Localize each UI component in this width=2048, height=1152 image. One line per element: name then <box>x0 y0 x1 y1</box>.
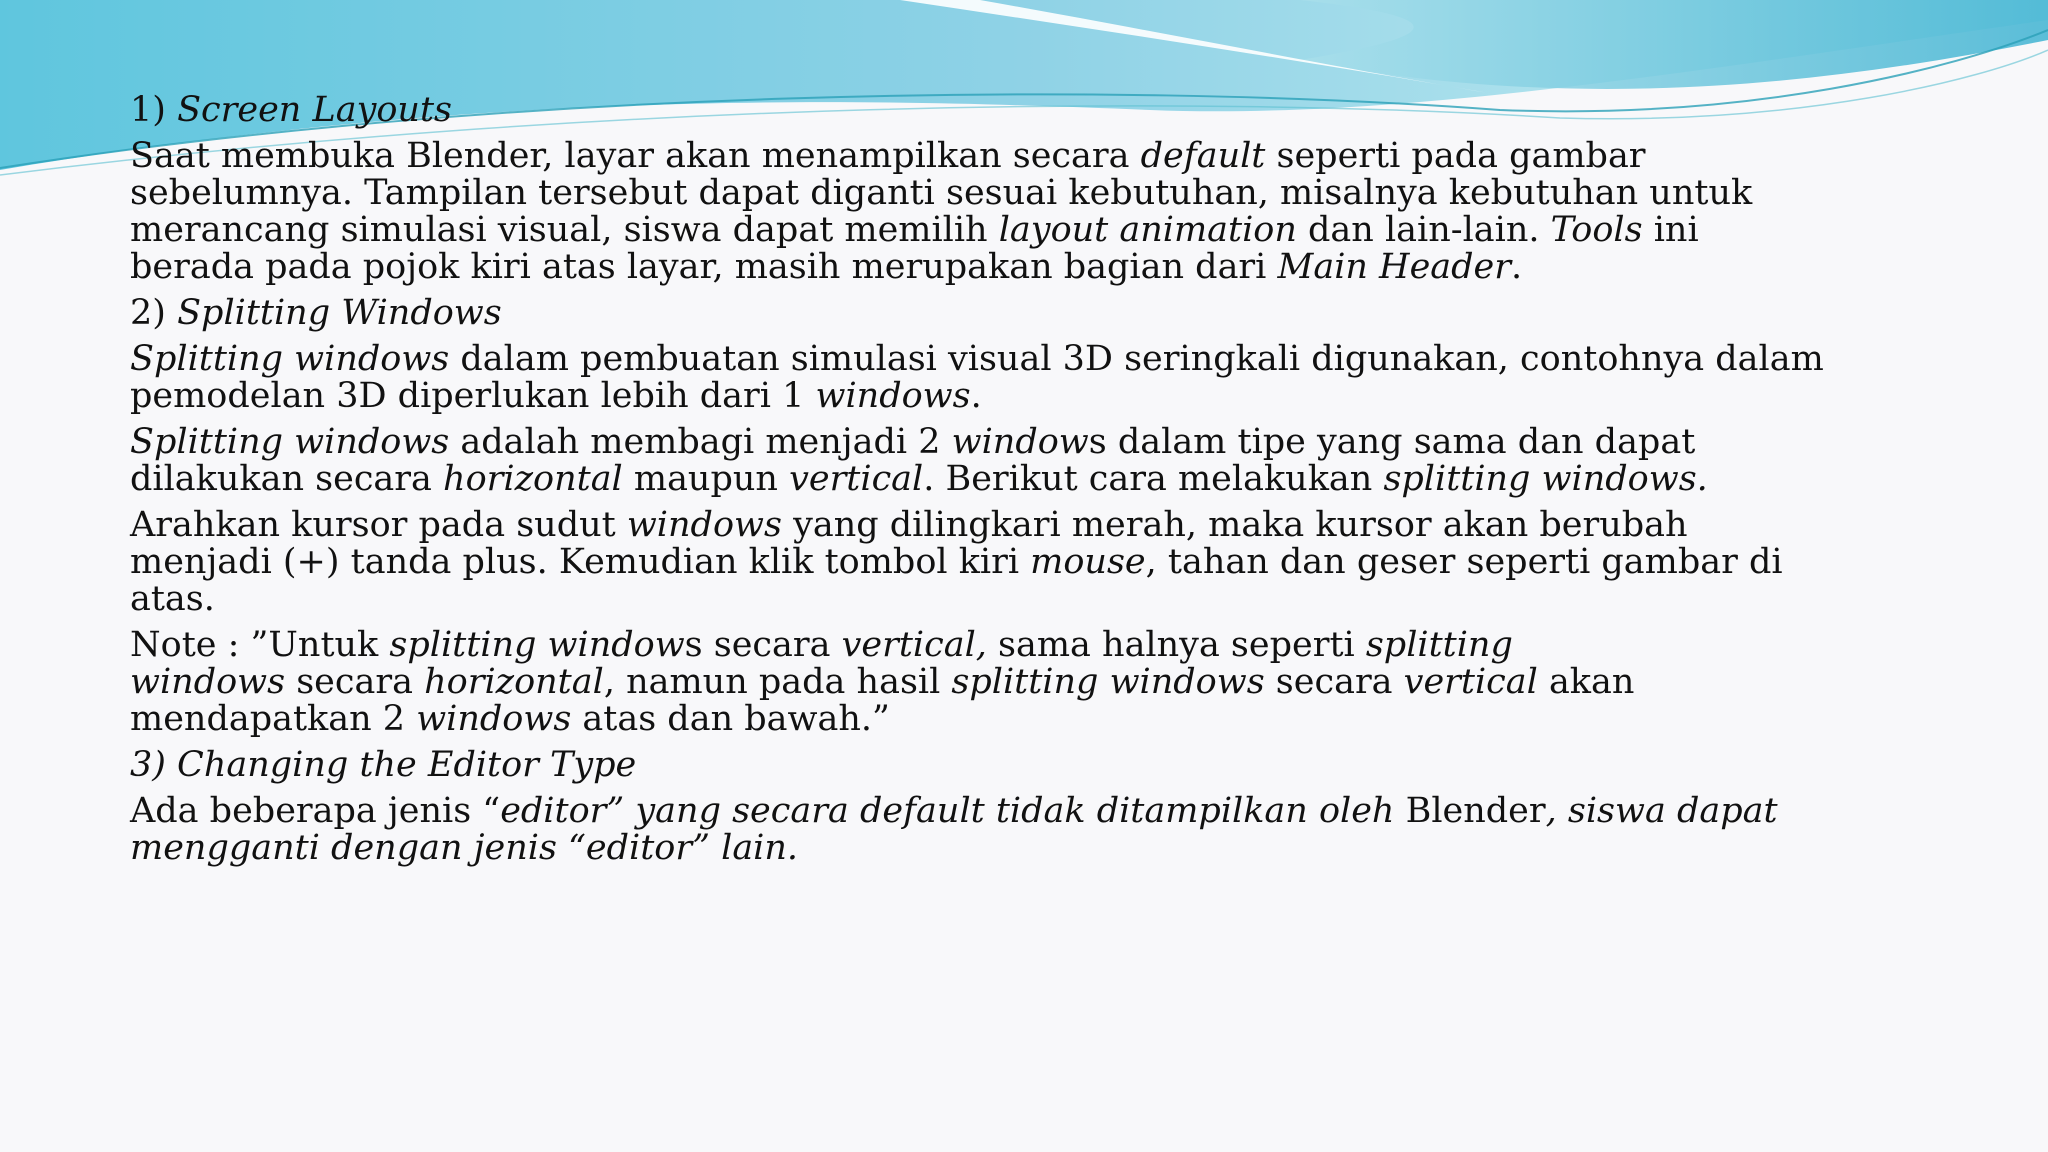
text: seperti pada gambar sebelumnya. Tampilan tersebut dapat diganti sesuai kebutuhan, misalnya kebutuhan untuk merancang simulasi visual, siswa dapat memilih <box>130 136 1753 250</box>
paragraph-screen-layouts <box>130 138 1830 286</box>
text: Ada beberapa jenis “ <box>130 791 501 831</box>
section-title: Splitting Windows <box>177 293 502 333</box>
italic-text: splitting windows <box>951 662 1265 702</box>
text: adalah membagi menjadi 2 <box>449 422 952 462</box>
italic-text: horizontal <box>443 459 623 499</box>
text: dalam pembuatan simulasi visual 3D seringkali digunakan, contohnya dalam pemodelan 3D diperlukan lebih dari 1 <box>130 339 1824 416</box>
text: dan lain-lain. <box>1296 210 1551 250</box>
italic-text: splitting windows. <box>1383 459 1708 499</box>
italic-text: windows <box>626 505 782 545</box>
italic-text: vertical, <box>841 625 987 665</box>
italic-text: editor” yang secara default tidak ditampilkan oleh <box>500 791 1406 831</box>
text: s dalam tipe yang sama dan dapat dilakukan secara <box>130 422 1696 499</box>
section-number: 1) <box>130 90 178 130</box>
text: , namun pada hasil <box>603 662 952 702</box>
text: . <box>970 376 982 416</box>
section-3-heading <box>130 747 1830 784</box>
section-number: 2) <box>130 293 178 333</box>
italic-text: Main Header <box>1277 247 1511 287</box>
italic-text: splitting <box>1365 625 1513 665</box>
text: ini berada pada pojok kiri atas layar, masih merupakan bagian dari <box>130 210 1699 287</box>
paragraph-cursor-instruction <box>130 507 1830 618</box>
text: secara <box>285 662 425 702</box>
italic-text: layout animation <box>998 210 1297 250</box>
text: . Berikut cara melakukan <box>923 459 1384 499</box>
paragraph-editor-type <box>130 793 1830 867</box>
paragraph-splitting-definition <box>130 424 1830 498</box>
text: Note : ”Untuk <box>130 625 390 665</box>
text: akan mendapatkan 2 <box>130 662 1635 739</box>
italic-text: Splitting windows <box>130 339 450 379</box>
slide-content <box>130 92 1830 876</box>
italic-text: windows <box>130 662 286 702</box>
text: Blender <box>1405 791 1546 831</box>
italic-text: Splitting windows <box>130 422 450 462</box>
italic-text: horizontal <box>424 662 604 702</box>
section-title: Screen Layouts <box>177 90 452 130</box>
italic-text: mouse <box>1030 542 1146 582</box>
section-2-heading <box>130 295 1830 332</box>
text: . <box>1511 247 1523 287</box>
text: , tahan dan geser seperti gambar di atas. <box>130 542 1783 619</box>
text: maupun <box>622 459 790 499</box>
paragraph-splitting-intro <box>130 341 1830 415</box>
section-title: 3) Changing the Editor Type <box>130 745 637 785</box>
italic-text: windows <box>416 699 572 739</box>
italic-text: default <box>1140 136 1266 176</box>
text: Arahkan kursor pada sudut <box>130 505 627 545</box>
text: yang dilingkari merah, maka kursor akan berubah menjadi (+) tanda plus. Kemudian klik tombol kiri <box>130 505 1688 582</box>
paragraph-note <box>130 627 1830 738</box>
italic-text: vertical <box>1403 662 1538 702</box>
text: s secara <box>684 625 842 665</box>
italic-text: vertical <box>789 459 924 499</box>
italic-text: , siswa dapat mengganti dengan jenis “editor” lain. <box>130 791 1778 868</box>
text: secara <box>1264 662 1404 702</box>
italic-text: Tools <box>1550 210 1643 250</box>
text: sama halnya seperti <box>986 625 1366 665</box>
italic-text: splitting window <box>389 625 685 665</box>
section-1-heading <box>130 92 1830 129</box>
italic-text: windows <box>815 376 971 416</box>
italic-text: window <box>951 422 1089 462</box>
text: Saat membuka Blender, layar akan menampilkan secara <box>130 136 1141 176</box>
text: atas dan bawah.” <box>571 699 890 739</box>
